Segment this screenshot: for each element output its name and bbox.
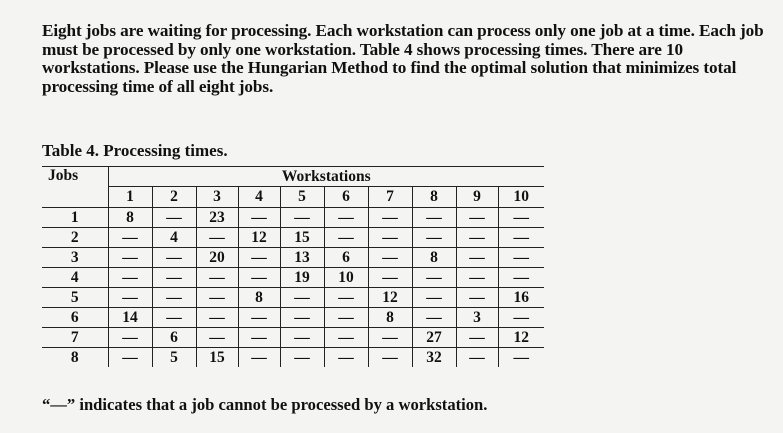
- time-cell: —: [498, 268, 544, 288]
- time-cell: —: [152, 248, 196, 268]
- table-row: [42, 268, 544, 288]
- time-cell: 6: [324, 248, 368, 268]
- time-cell: 13: [280, 248, 324, 268]
- time-cell: —: [108, 228, 152, 248]
- time-cell: —: [498, 228, 544, 248]
- time-cell: 6: [152, 328, 196, 348]
- jobs-column-header: Jobs: [42, 167, 108, 208]
- time-cell: —: [238, 328, 280, 348]
- table-row: [42, 248, 544, 268]
- time-cell: 12: [238, 228, 280, 248]
- time-cell: —: [324, 348, 368, 368]
- time-cell: 27: [412, 328, 456, 348]
- time-cell: —: [108, 268, 152, 288]
- time-cell: 16: [498, 288, 544, 308]
- table-footnote: “—” indicates that a job cannot be processed by a workstation.: [42, 395, 488, 414]
- time-cell: 20: [196, 248, 238, 268]
- time-cell: —: [456, 268, 498, 288]
- time-cell: —: [412, 268, 456, 288]
- time-cell: —: [280, 328, 324, 348]
- time-cell: 15: [196, 348, 238, 368]
- time-cell: —: [456, 288, 498, 308]
- table-row: [42, 328, 544, 348]
- time-cell: —: [196, 308, 238, 328]
- time-cell: —: [498, 348, 544, 368]
- job-label: 3: [42, 248, 108, 268]
- time-cell: —: [324, 228, 368, 248]
- time-cell: —: [324, 208, 368, 228]
- time-cell: 23: [196, 208, 238, 228]
- time-cell: 15: [280, 228, 324, 248]
- time-cell: —: [324, 288, 368, 308]
- time-cell: —: [280, 348, 324, 368]
- time-cell: —: [238, 348, 280, 368]
- table-row: [42, 208, 544, 228]
- workstations-header: Workstations: [108, 167, 544, 187]
- time-cell: —: [456, 208, 498, 228]
- workstation-header: 10: [498, 187, 544, 208]
- time-cell: 14: [108, 308, 152, 328]
- time-cell: —: [196, 328, 238, 348]
- time-cell: —: [238, 308, 280, 328]
- time-cell: —: [324, 308, 368, 328]
- time-cell: —: [108, 348, 152, 368]
- workstation-header: 9: [456, 187, 498, 208]
- time-cell: —: [238, 248, 280, 268]
- time-cell: —: [368, 268, 412, 288]
- time-cell: —: [412, 228, 456, 248]
- time-cell: —: [368, 248, 412, 268]
- time-cell: 10: [324, 268, 368, 288]
- time-cell: —: [238, 268, 280, 288]
- time-cell: —: [368, 208, 412, 228]
- time-cell: 32: [412, 348, 456, 368]
- time-cell: 4: [152, 228, 196, 248]
- job-label: 2: [42, 228, 108, 248]
- job-label: 1: [42, 208, 108, 228]
- workstation-header: 4: [238, 187, 280, 208]
- time-cell: —: [280, 308, 324, 328]
- time-cell: —: [152, 308, 196, 328]
- workstation-header: 7: [368, 187, 412, 208]
- time-cell: —: [324, 328, 368, 348]
- problem-statement: Eight jobs are waiting for processing. Each workstation can process only one job at a time. Each job must be processed by only one workstation. Table 4 shows processing times. There are 10 workstations. Please use the Hungarian Method to find the optimal solution that minimizes total processing time of all eight jobs.: [42, 21, 764, 96]
- job-label: 4: [42, 268, 108, 288]
- time-cell: —: [498, 248, 544, 268]
- workstation-header: 5: [280, 187, 324, 208]
- time-cell: —: [456, 228, 498, 248]
- job-label: 8: [42, 348, 108, 368]
- time-cell: 19: [280, 268, 324, 288]
- time-cell: —: [152, 268, 196, 288]
- time-cell: 8: [412, 248, 456, 268]
- table-row: [42, 228, 544, 248]
- job-label: 7: [42, 328, 108, 348]
- table-row: [42, 288, 544, 308]
- time-cell: —: [498, 208, 544, 228]
- time-cell: 8: [238, 288, 280, 308]
- time-cell: —: [196, 228, 238, 248]
- time-cell: 3: [456, 308, 498, 328]
- workstation-header: 3: [196, 187, 238, 208]
- table-row: [42, 348, 544, 368]
- time-cell: —: [196, 288, 238, 308]
- time-cell: —: [108, 328, 152, 348]
- time-cell: 5: [152, 348, 196, 368]
- time-cell: —: [196, 268, 238, 288]
- table-caption: Table 4. Processing times.: [42, 141, 228, 160]
- table-row: [42, 308, 544, 328]
- workstation-header: 1: [108, 187, 152, 208]
- time-cell: —: [280, 288, 324, 308]
- job-label: 5: [42, 288, 108, 308]
- time-cell: —: [108, 288, 152, 308]
- time-cell: —: [456, 348, 498, 368]
- time-cell: —: [412, 308, 456, 328]
- workstation-header: 8: [412, 187, 456, 208]
- workstation-header: 2: [152, 187, 196, 208]
- time-cell: —: [456, 328, 498, 348]
- time-cell: —: [368, 228, 412, 248]
- time-cell: —: [412, 288, 456, 308]
- time-cell: —: [368, 328, 412, 348]
- time-cell: —: [152, 288, 196, 308]
- time-cell: —: [108, 248, 152, 268]
- time-cell: 8: [108, 208, 152, 228]
- time-cell: —: [412, 208, 456, 228]
- time-cell: —: [152, 208, 196, 228]
- time-cell: —: [368, 348, 412, 368]
- time-cell: —: [238, 208, 280, 228]
- time-cell: 12: [498, 328, 544, 348]
- time-cell: 12: [368, 288, 412, 308]
- processing-times-table: [42, 166, 544, 367]
- job-label: 6: [42, 308, 108, 328]
- time-cell: 8: [368, 308, 412, 328]
- time-cell: —: [456, 248, 498, 268]
- time-cell: —: [280, 208, 324, 228]
- workstation-header: 6: [324, 187, 368, 208]
- time-cell: —: [498, 308, 544, 328]
